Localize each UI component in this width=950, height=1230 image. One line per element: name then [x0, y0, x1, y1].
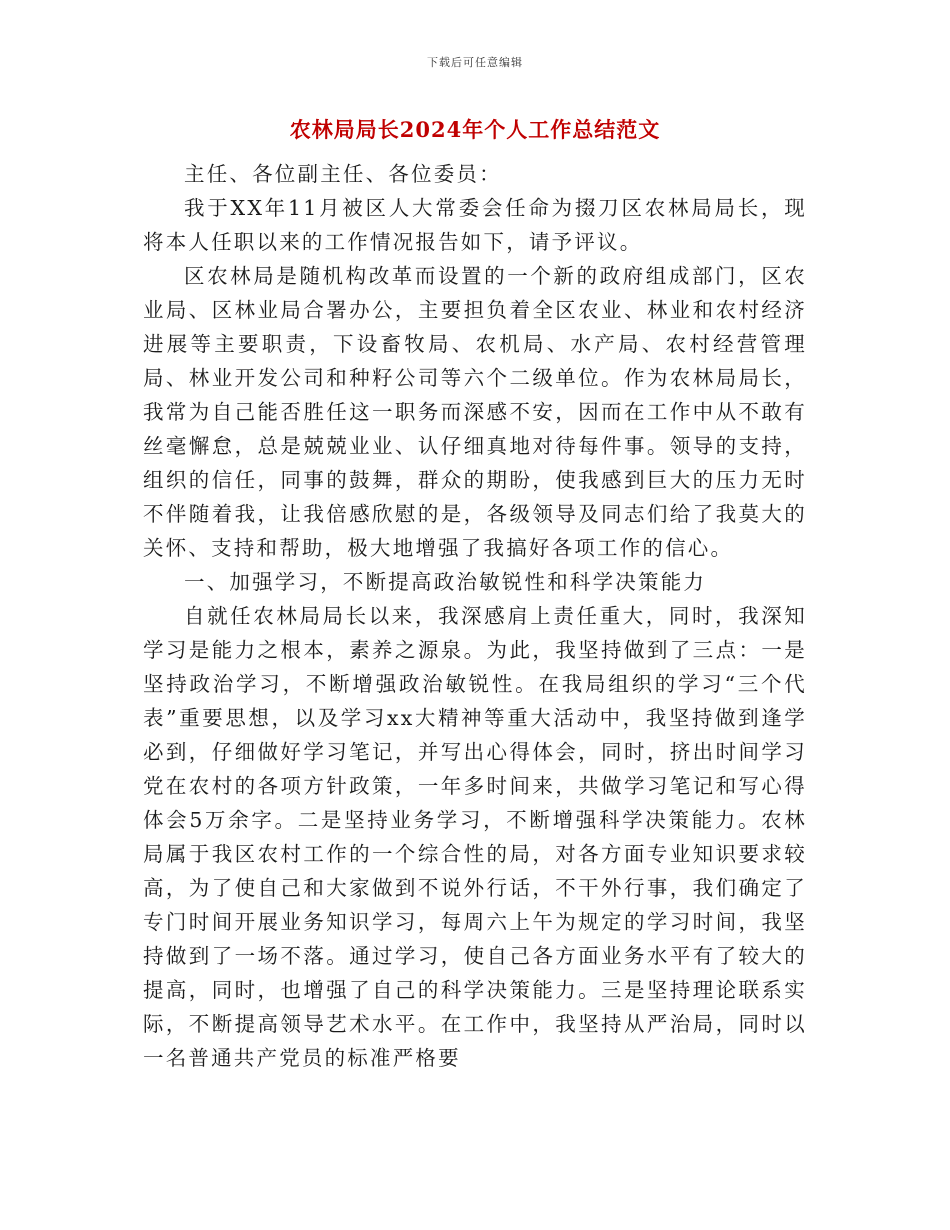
salutation-paragraph: 主任、各位副主任、各位委员：	[184, 162, 502, 186]
header-note: 下载后可任意编辑	[427, 56, 523, 69]
document-body	[143, 157, 807, 1075]
document-title: 农林局局长2024年个人工作总结范文	[289, 117, 661, 142]
intro-paragraph: 我于XX年11月被区人大常委会任命为掇刀区农林局局长，现将本人任职以来的工作情况报告如下，请予评议。	[143, 196, 807, 254]
section-paragraph: 自就任农林局局长以来，我深感肩上责任重大，同时，我深知学习是能力之根本，素养之源泉。为此，我坚持做到了三点：一是坚持政治学习，不断增强政治敏锐性。在我局组织的学习“三个代表”重要思想，以及学习xx大精神等重大活动中，我坚持做到逢学必到，仔细做好学习笔记，并写出心得体会，同时，挤出时间学习党在农村的各项方针政策，一年多时间来，共做学习笔记和写心得体会5万余字。二是坚持业务学习，不断增强科学决策能力。农林局属于我区农村工作的一个综合性的局，对各方面专业知识要求较高，为了使自己和大家做到不说外行话，不干外行事，我们确定了专门时间开展业务知识学习，每周六上午为规定的学习时间，我坚持做到了一场不落。通过学习，使自己各方面业务水平有了较大的提高，同时，也增强了自己的科学决策能力。三是坚持理论联系实际，不断提高领导艺术水平。在工作中，我坚持从严治局，同时以一名普通共产党员的标准严格要	[143, 604, 807, 1070]
background-paragraph: 区农林局是随机构改革而设置的一个新的政府组成部门，区农业局、区林业局合署办公，主要担负着全区农业、林业和农村经济进展等主要职责，下设畜牧局、农机局、水产局、农村经营管理局、林业开发公司和种籽公司等六个二级单位。作为农林局局长，我常为自己能否胜任这一职务而深感不安，因而在工作中从不敢有丝毫懈怠，总是兢兢业业、认仔细真地对待每件事。领导的支持，组织的信任，同事的鼓舞，群众的期盼，使我感到巨大的压力无时不伴随着我，让我倍感欣慰的是，各级领导及同志们给了我莫大的关怀、支持和帮助，极大地增强了我搞好各项工作的信心。	[143, 264, 807, 560]
section-heading: 一、加强学习，不断提高政治敏锐性和科学决策能力	[184, 570, 707, 594]
